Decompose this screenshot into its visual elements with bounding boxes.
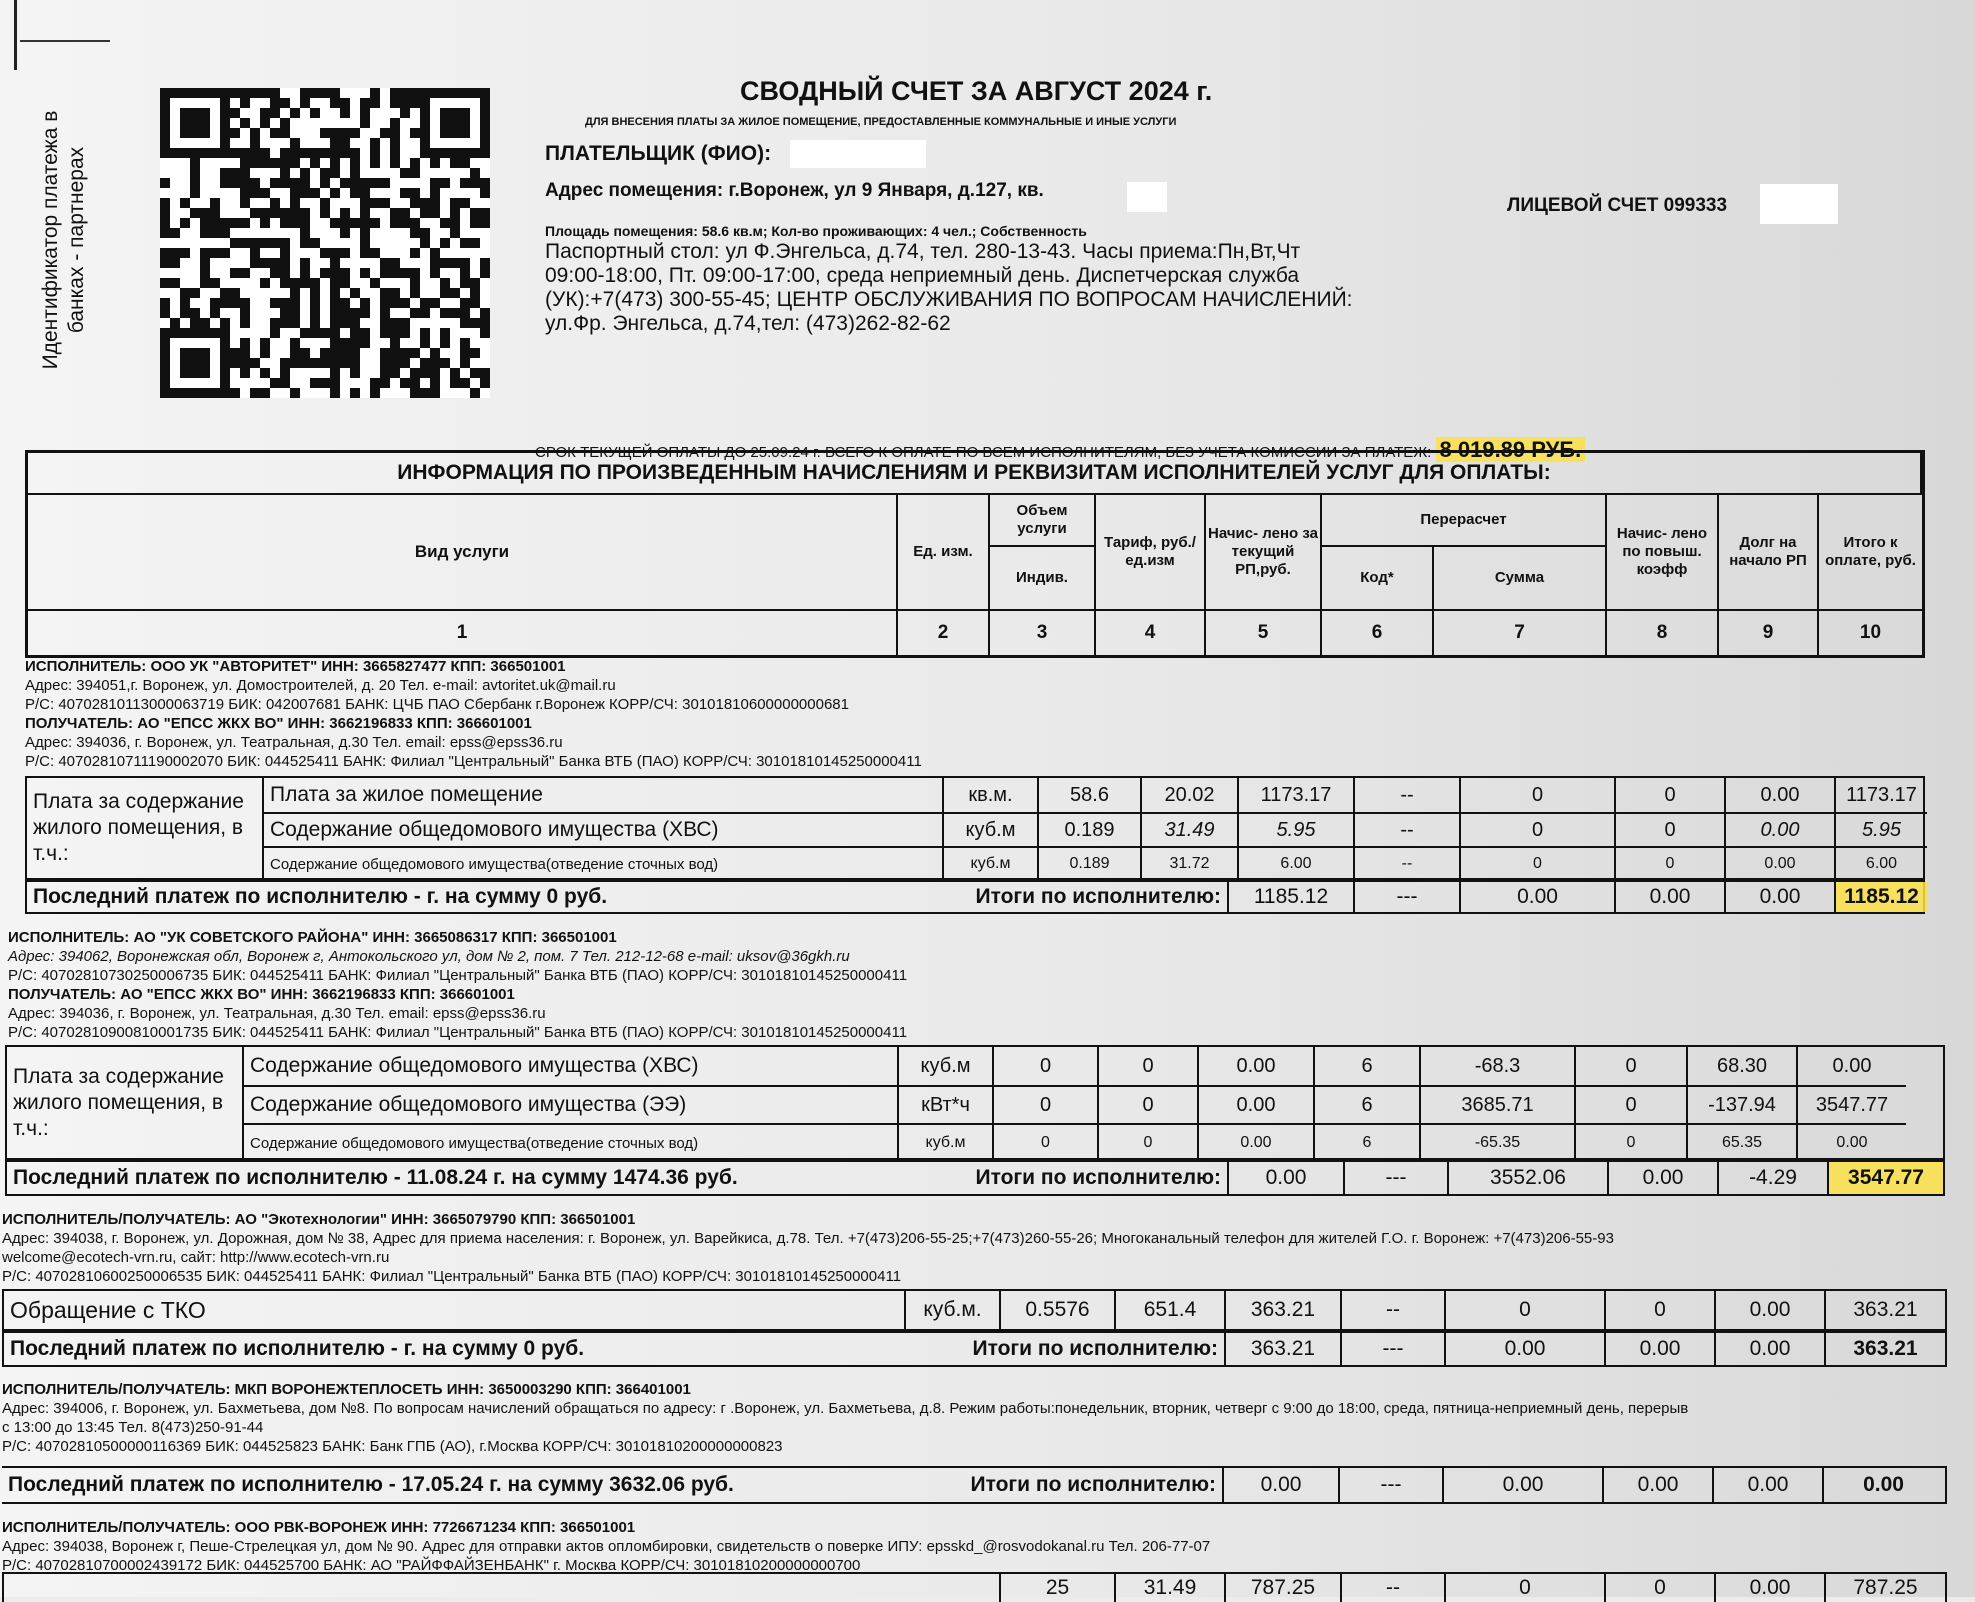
totals-row bbox=[2, 1466, 1947, 1504]
header-unit: Ед. изм. bbox=[898, 495, 990, 611]
margin-mark bbox=[20, 40, 110, 42]
total-cell: --- bbox=[1338, 1468, 1442, 1502]
col-num: 3 bbox=[990, 611, 1096, 655]
table-cell: -- bbox=[1353, 846, 1459, 880]
provider-line: с 13:00 до 13:45 Тел. 8(473)250-91-44 bbox=[2, 1419, 264, 1436]
total-cell: 0.00 bbox=[1604, 1333, 1714, 1365]
table-cell: 6.00 bbox=[1237, 846, 1353, 880]
table-cell: 5.95 bbox=[1834, 812, 1927, 846]
table-cell: -68.3 bbox=[1419, 1047, 1574, 1085]
table-cell: 0.00 bbox=[1714, 1291, 1824, 1329]
totals-label: Итоги по исполнителю: bbox=[975, 1166, 1221, 1189]
table-cell: 0 bbox=[1097, 1123, 1197, 1161]
table-cell: 0 bbox=[1614, 778, 1724, 812]
bill-title: СВОДНЫЙ СЧЕТ ЗА АВГУСТ 2024 г. bbox=[740, 76, 1213, 106]
provider-line: Р/С: 40702810730250006735 БИК: 044525411 БАНК: Филиал "Центральный" Банка ВТБ (ПАО) КОРР/СЧ: 30101810145250000411 bbox=[8, 967, 908, 984]
table-cell: 0 bbox=[1574, 1085, 1686, 1123]
table-cell: 31.49 bbox=[1114, 1574, 1224, 1602]
table-cell: 0 bbox=[1459, 778, 1614, 812]
table-cell: куб.м bbox=[942, 812, 1037, 846]
col-num: 9 bbox=[1719, 611, 1819, 655]
info-line: ул.Фр. Энгельса, д.74,тел: (473)262-82-62 bbox=[545, 312, 951, 335]
table-cell: 0 bbox=[1459, 812, 1614, 846]
table-cell: 787.25 bbox=[1824, 1574, 1945, 1602]
due-total: 8 019.89 РУБ. bbox=[1436, 437, 1586, 462]
table-cell: -- bbox=[1340, 1291, 1444, 1329]
total-cell: --- bbox=[1340, 1333, 1444, 1365]
header-debt: Долг на начало РП bbox=[1719, 495, 1819, 611]
table-cell: 0.00 bbox=[1796, 1047, 1906, 1085]
table-cell: куб.м bbox=[897, 1123, 992, 1161]
table-cell: 0 bbox=[1444, 1291, 1604, 1329]
table-cell: 1173.17 bbox=[1834, 778, 1927, 812]
table-cell: 0.00 bbox=[1197, 1085, 1313, 1123]
group-label: Плата за содержание жилого помещения, в т.ч.: bbox=[33, 790, 244, 865]
redaction bbox=[790, 140, 926, 168]
header-coef: Начис- лено по повыш. коэфф bbox=[1607, 495, 1719, 611]
table-cell: 0 bbox=[1614, 812, 1724, 846]
provider-rows bbox=[2, 1572, 1947, 1602]
col-num: 6 bbox=[1322, 611, 1434, 655]
table-cell: 6 bbox=[1313, 1047, 1419, 1085]
provider-line: ИСПОЛНИТЕЛЬ: АО "УК СОВЕТСКОГО РАЙОНА" ИНН: 3665086317 КПП: 366501001 bbox=[8, 929, 617, 946]
table-cell: куб.м bbox=[897, 1047, 992, 1085]
totals-row bbox=[5, 1160, 1945, 1196]
provider-rows bbox=[2, 1289, 1947, 1331]
info-block bbox=[545, 240, 1353, 336]
header-recalc: Перерасчет bbox=[1322, 495, 1607, 547]
info-line: 09:00-18:00, Пт. 09:00-17:00, среда неприемный день. Диспетчерская служба bbox=[545, 264, 1300, 287]
provider-line: ПОЛУЧАТЕЛЬ: АО "ЕПСС ЖКХ ВО" ИНН: 3662196833 КПП: 366601001 bbox=[25, 715, 532, 732]
provider-line: Р/С: 40702810113000063719 БИК: 042007681 БАНК: ЦЧБ ПАО Сбербанк г.Воронеж КОРР/СЧ: 30101810600000000681 bbox=[25, 696, 849, 713]
col-num: 4 bbox=[1096, 611, 1206, 655]
table-cell: 0 bbox=[992, 1123, 1097, 1161]
table-cell: 0.00 bbox=[1724, 846, 1834, 880]
totals-row bbox=[25, 880, 1925, 914]
total-cell: 0.00 bbox=[1602, 1468, 1712, 1502]
table-cell: 0 bbox=[1459, 846, 1614, 880]
header-accrued: Начис- лено за текущий РП,руб. bbox=[1206, 495, 1322, 611]
table-cell: -- bbox=[1340, 1574, 1444, 1602]
total-cell: --- bbox=[1343, 1162, 1447, 1194]
charges-header-table bbox=[25, 450, 1925, 658]
provider-line: ИСПОЛНИТЕЛЬ: ООО УК "АВТОРИТЕТ" ИНН: 3665827477 КПП: 366501001 bbox=[25, 658, 566, 675]
table-cell: 0.00 bbox=[1714, 1574, 1824, 1602]
table-cell: 0 bbox=[1574, 1047, 1686, 1085]
service-name: Содержание общедомового имущества (ЭЭ) bbox=[242, 1085, 897, 1123]
table-cell: 0.00 bbox=[1724, 812, 1834, 846]
info-line: (УК):+7(473) 300-55-45; ЦЕНТР ОБСЛУЖИВАНИЯ ПО ВОПРОСАМ НАЧИСЛЕНИЙ: bbox=[545, 288, 1353, 311]
provider-line: Адрес: 394006, г. Воронеж, ул. Бахметьева, дом №8. По вопросам начислений обращаться по адресу: г .Воронеж, ул. Бахметьева, д.8. Режим работы:понедельник, вторник, четверг с 9:00 до 18:00, среда, пятница-неприемный день, перерыв bbox=[2, 1400, 1689, 1417]
table-cell: 6.00 bbox=[1834, 846, 1927, 880]
provider-line: Адрес: 394036, г. Воронеж, ул. Театральная, д.30 Тел. email: epss@epss36.ru bbox=[25, 734, 563, 751]
provider-line: Адрес: 394038, г. Воронеж, ул. Дорожная, дом № 38, Адрес для приема населения: г. Воронеж, ул. Варейкиса, д.78. Тел. +7(473)206-55-25;+7(473)260-55-26; Многоканальный телефон для жителей Г.О. г. Воронеж: +7(473)206-55-93 bbox=[2, 1230, 1614, 1247]
provider-block bbox=[2, 1518, 1210, 1575]
header-service: Вид услуги bbox=[28, 495, 898, 611]
provider-line: Адрес: 394038, Воронеж г, Пеше-Стрелецкая ул, дом № 90. Адрес для отправки актов опломбировки, свидетельств о поверке ИПУ: epsskd_@rosvodokanal.ru Тел. 206-77-07 bbox=[2, 1538, 1211, 1555]
provider-line: ПОЛУЧАТЕЛЬ: АО "ЕПСС ЖКХ ВО" ИНН: 3662196833 КПП: 366601001 bbox=[8, 986, 515, 1003]
table-cell: 363.21 bbox=[1224, 1291, 1340, 1329]
provider-line: Адрес: 394051,г. Воронеж, ул. Домостроителей, д. 20 Тел. e-mail: avtoritet.uk@mail.ru bbox=[25, 677, 616, 694]
last-payment: Последний платеж по исполнителю - г. на сумму 0 руб. bbox=[10, 1337, 585, 1360]
table-cell: 3547.77 bbox=[1796, 1085, 1906, 1123]
service-name: Плата за жилое помещение bbox=[262, 778, 942, 812]
total-cell: --- bbox=[1353, 882, 1459, 912]
provider-block bbox=[2, 1210, 1614, 1286]
provider-line: Адрес: 394036, г. Воронеж, ул. Театральная, д.30 Тел. email: epss@epss36.ru bbox=[8, 1005, 546, 1022]
total-cell: -4.29 bbox=[1717, 1162, 1827, 1194]
provider-line: ИСПОЛНИТЕЛЬ/ПОЛУЧАТЕЛЬ: АО "Экотехнологии" ИНН: 3665079790 КПП: 366501001 bbox=[2, 1211, 636, 1228]
table-cell: -137.94 bbox=[1686, 1085, 1796, 1123]
provider-line: Р/С: 40702810900810001735 БИК: 044525411 БАНК: Филиал "Центральный" Банка ВТБ (ПАО) КОРР/СЧ: 30101810145250000411 bbox=[8, 1024, 908, 1041]
table-cell: 1173.17 bbox=[1237, 778, 1353, 812]
total-cell: 0.00 bbox=[1227, 1162, 1343, 1194]
table-cell: 58.6 bbox=[1037, 778, 1140, 812]
table-cell: 31.49 bbox=[1140, 812, 1237, 846]
unit-cell: куб.м. bbox=[904, 1291, 999, 1329]
service-name: Обращение с ТКО bbox=[10, 1296, 206, 1323]
table-cell: 0.00 bbox=[1197, 1047, 1313, 1085]
col-num: 1 bbox=[28, 611, 898, 655]
redaction bbox=[1127, 182, 1167, 212]
table-cell: 0 bbox=[1444, 1574, 1604, 1602]
table-cell: 0 bbox=[992, 1085, 1097, 1123]
total-cell: 0.00 bbox=[1712, 1468, 1822, 1502]
col-num: 5 bbox=[1206, 611, 1322, 655]
redaction bbox=[1760, 184, 1838, 224]
total-cell: 3547.77 bbox=[1827, 1162, 1943, 1194]
table-cell: 68.30 bbox=[1686, 1047, 1796, 1085]
provider-line: Адрес: 394062, Воронежская обл, Воронеж г, Антокольского ул, дом № 2, пом. 7 Тел. 212-12-68 e-mail: uksov@36gkh.ru bbox=[8, 948, 850, 965]
table-cell: -- bbox=[1353, 778, 1459, 812]
totals-label: Итоги по исполнителю: bbox=[975, 885, 1221, 908]
table-cell: 787.25 bbox=[1224, 1574, 1340, 1602]
table-cell: кВт*ч bbox=[897, 1085, 992, 1123]
table-cell: 0 bbox=[1604, 1574, 1714, 1602]
col-num: 10 bbox=[1859, 622, 1882, 643]
last-payment: Последний платеж по исполнителю - 11.08.24 г. на сумму 1474.36 руб. bbox=[13, 1166, 738, 1189]
header-sum: Сумма bbox=[1434, 547, 1607, 611]
table-cell: 0.00 bbox=[1197, 1123, 1313, 1161]
provider-line: welcome@ecotech-vrn.ru, сайт: http://www.ecotech-vrn.ru bbox=[2, 1249, 390, 1266]
total-cell: 0.00 bbox=[1442, 1468, 1602, 1502]
table-cell: 3685.71 bbox=[1419, 1085, 1574, 1123]
last-payment: Последний платеж по исполнителю - г. на сумму 0 руб. bbox=[33, 885, 608, 908]
total-cell: 0.00 bbox=[1714, 1333, 1824, 1365]
total-cell: 0.00 bbox=[1724, 882, 1834, 912]
group-label: Плата за содержание жилого помещения, в т.ч.: bbox=[13, 1064, 224, 1140]
table-cell: 0.5576 bbox=[999, 1291, 1114, 1329]
bill-subtitle: ДЛЯ ВНЕСЕНИЯ ПЛАТЫ ЗА ЖИЛОЕ ПОМЕЩЕНИЕ, ПРЕДОСТАВЛЕННЫЕ КОММУНАЛЬНЫЕ И ИНЫЕ УСЛУГИ bbox=[585, 116, 1177, 128]
table-cell: 6 bbox=[1313, 1123, 1419, 1161]
provider-block bbox=[8, 928, 907, 1042]
total-cell: 0.00 bbox=[1614, 882, 1724, 912]
table-cell: 0 bbox=[992, 1047, 1097, 1085]
col-num: 7 bbox=[1434, 611, 1607, 655]
account-number: ЛИЦЕВОЙ СЧЕТ 099333 bbox=[1507, 195, 1728, 216]
provider-rows bbox=[5, 1045, 1945, 1160]
side-caption: Идентификатор платежа в банках - партнерах bbox=[39, 110, 88, 370]
service-name: Содержание общедомового имущества (ХВС) bbox=[242, 1047, 897, 1085]
table-cell: 0 bbox=[1574, 1123, 1686, 1161]
area-line: Площадь помещения: 58.6 кв.м; Кол-во проживающих: 4 чел.; Собственность bbox=[545, 223, 1087, 239]
col-num: 2 bbox=[898, 611, 990, 655]
service-name: Содержание общедомового имущества(отведение сточных вод) bbox=[262, 846, 942, 880]
provider-line: Р/С: 40702810700002439172 БИК: 044525700 БАНК: АО "РАЙФФАЙЗЕНБАНК" г. Москва КОРР/СЧ: 30101810200000000700 bbox=[2, 1557, 861, 1574]
info-line: Паспортный стол: ул Ф.Энгельса, д.74, тел. 280-13-43. Часы приема:Пн,Вт,Чт bbox=[545, 240, 1301, 263]
table-cell: 5.95 bbox=[1237, 812, 1353, 846]
table-cell: 0.00 bbox=[1724, 778, 1834, 812]
last-payment: Последний платеж по исполнителю - 17.05.24 г. на сумму 3632.06 руб. bbox=[8, 1473, 734, 1496]
provider-line: ИСПОЛНИТЕЛЬ/ПОЛУЧАТЕЛЬ: МКП ВОРОНЕЖТЕПЛОСЕТЬ ИНН: 3650003290 КПП: 366401001 bbox=[2, 1381, 691, 1398]
col-num: 8 bbox=[1607, 611, 1719, 655]
totals-label: Итоги по исполнителю: bbox=[970, 1473, 1216, 1496]
total-cell: 0.00 bbox=[1607, 1162, 1717, 1194]
table-cell: 0 bbox=[1604, 1291, 1714, 1329]
table-cell: 0.189 bbox=[1037, 846, 1140, 880]
table-cell: 65.35 bbox=[1686, 1123, 1796, 1161]
address: Адрес помещения: г.Воронеж, ул 9 Января, д.127, кв. bbox=[545, 180, 1044, 201]
header-volume: Объем услуги bbox=[990, 495, 1096, 547]
provider-line: ИСПОЛНИТЕЛЬ/ПОЛУЧАТЕЛЬ: ООО РВК-ВОРОНЕЖ ИНН: 7726671234 КПП: 366501001 bbox=[2, 1519, 636, 1536]
provider-line: Р/С: 40702810500000116369 БИК: 044525823 БАНК: Банк ГПБ (АО), г.Москва КОРР/СЧ: 30101810200000000823 bbox=[2, 1438, 783, 1455]
table-cell: 31.72 bbox=[1140, 846, 1237, 880]
table-cell: 0.189 bbox=[1037, 812, 1140, 846]
header-total: Итого к оплате, руб. bbox=[1819, 495, 1922, 611]
provider-line: Р/С: 40702810600250006535 БИК: 044525411 БАНК: Филиал "Центральный" Банка ВТБ (ПАО) КОРР/СЧ: 30101810145250000411 bbox=[2, 1268, 902, 1285]
table-cell: 20.02 bbox=[1140, 778, 1237, 812]
totals-row bbox=[2, 1331, 1947, 1367]
table-cell: 651.4 bbox=[1114, 1291, 1224, 1329]
provider-line: Р/С: 40702810711190002070 БИК: 044525411 БАНК: Филиал "Центральный" Банка ВТБ (ПАО) КОРР/СЧ: 30101810145250000411 bbox=[25, 753, 922, 770]
table-cell: куб.м bbox=[942, 846, 1037, 880]
provider-rows bbox=[25, 776, 1925, 880]
qr-code bbox=[160, 88, 490, 398]
provider-block bbox=[2, 1380, 1688, 1456]
table-cell: -- bbox=[1353, 812, 1459, 846]
total-cell: 1185.12 bbox=[1227, 882, 1353, 912]
table-cell: 363.21 bbox=[1824, 1291, 1945, 1329]
table-cell: 6 bbox=[1313, 1085, 1419, 1123]
table-cell: 25 bbox=[999, 1574, 1114, 1602]
header-indiv: Индив. bbox=[990, 547, 1096, 611]
service-name: Содержание общедомового имущества(отведение сточных вод) bbox=[242, 1123, 897, 1161]
total-cell: 0.00 bbox=[1459, 882, 1614, 912]
table-cell: 0 bbox=[1097, 1047, 1197, 1085]
service-name: Содержание общедомового имущества (ХВС) bbox=[262, 812, 942, 846]
total-cell: 0.00 bbox=[1822, 1468, 1943, 1502]
header-code: Код* bbox=[1322, 547, 1434, 611]
table-cell: 0.00 bbox=[1796, 1123, 1906, 1161]
table-cell: кв.м. bbox=[942, 778, 1037, 812]
table-cell: 0 bbox=[1614, 846, 1724, 880]
total-cell: 1185.12 bbox=[1834, 882, 1927, 912]
totals-label: Итоги по исполнителю: bbox=[972, 1337, 1218, 1360]
payer-label: ПЛАТЕЛЬЩИК (ФИО): bbox=[545, 142, 772, 165]
table-cell: 0 bbox=[1097, 1085, 1197, 1123]
header-tariff: Тариф, руб./ ед.изм bbox=[1096, 495, 1206, 611]
total-cell: 363.21 bbox=[1824, 1333, 1945, 1365]
margin-mark bbox=[14, 0, 17, 70]
table-cell: -65.35 bbox=[1419, 1123, 1574, 1161]
total-cell: 363.21 bbox=[1224, 1333, 1340, 1365]
due-line: СРОК ТЕКУЩЕЙ ОПЛАТЫ ДО 25.09.24 г. ВСЕГО К ОПЛАТЕ ПО ВСЕМ ИСПОЛНИТЕЛЯМ, БЕЗ УЧЕТА КОМИССИИ ЗА ПЛАТЕЖ: 8 019.89 РУБ. bbox=[535, 437, 1585, 463]
total-cell: 0.00 bbox=[1222, 1468, 1338, 1502]
table-title: ИНФОРМАЦИЯ ПО ПРОИЗВЕДЕННЫМ НАЧИСЛЕНИЯМ И РЕКВИЗИТАМ ИСПОЛНИТЕЛЕЙ УСЛУГ ДЛЯ ОПЛАТЫ: bbox=[28, 453, 1922, 495]
provider-block bbox=[25, 657, 922, 771]
total-cell: 3552.06 bbox=[1447, 1162, 1607, 1194]
total-cell: 0.00 bbox=[1444, 1333, 1604, 1365]
